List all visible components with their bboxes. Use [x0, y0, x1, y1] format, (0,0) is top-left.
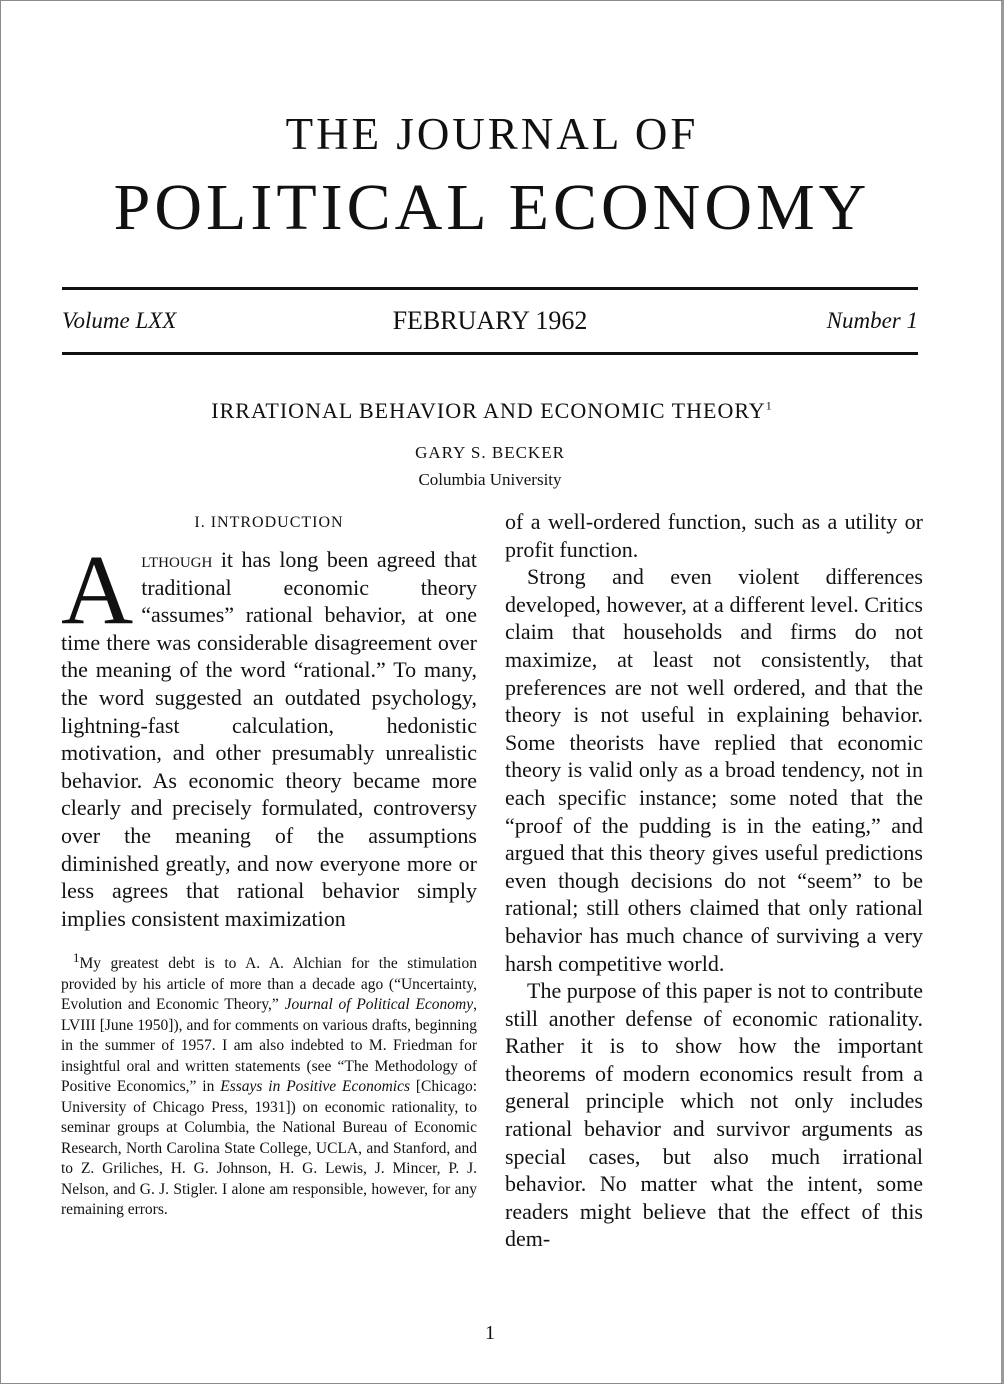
bottom-rule — [62, 352, 918, 355]
article-title-text: IRRATIONAL BEHAVIOR AND ECONOMIC THEORY — [211, 398, 766, 423]
lead-word: lthough — [141, 547, 213, 572]
author-name: GARY S. BECKER — [415, 443, 565, 462]
article-title — [0, 398, 984, 424]
intro-paragraph — [61, 534, 477, 932]
footnote-journal: Journal of Political Economy — [284, 996, 474, 1014]
page-number: 1 — [485, 1322, 495, 1344]
footnote — [61, 948, 477, 1221]
journal-title-line2: POLITICAL ECONOMY — [113, 171, 871, 244]
intro-text: it has long been agreed that traditional economic theory “assumes” rational behavior, at one time there was considerable disagreement over the meaning of the word “rational.” To many, the word suggested an outdated psychology, lightning-fast calculation, hedonistic motivation, and other presumably unrealistic behavior. As economic theory became more clearly and precisely formulated, controversy over the meaning of the assumptions diminished greatly, and now everyone more or less agrees that rational behavior simply implies consistent maximization — [61, 547, 477, 931]
footnote-ref: 1 — [765, 398, 773, 413]
left-column — [61, 512, 477, 1221]
journal-title-line1: THE JOURNAL OF — [285, 109, 699, 159]
paragraph-continued: of a well-ordered function, such as a utility or profit function. — [505, 509, 923, 562]
footnote-text-1: My greatest debt is to A. A. Alchian for the stimulation provided by his article of more than a decade ago (“Uncertainty, Evolution and Economic Theory,” — [61, 955, 477, 1014]
section-heading: I. INTRODUCTION — [194, 514, 344, 531]
volume-label: Volume LXX — [62, 308, 177, 333]
paragraph-2: Strong and even violent differences developed, however, at a different level. Critics claim that households and firms do not maximize, at least not consistently, that preferences are not well ordered, and that the theory is not useful in explaining behavior. Some theorists have replied that economic theory is valid only as a broad tendency, not in each specific instance; some noted that the “proof of the pudding is in the eating,” and argued that this theory gives useful predictions even though decisions do not “seem” to be rational; still others claimed that only rational behavior has much chance of surviving a very harsh competitive world. — [505, 564, 923, 976]
footnote-text-2: , LVIII [June 1950]), and for comments on various drafts, beginning in the summer of 1957. I am also indebted to M. Friedman for insightful oral and written statements (see “The Methodology of Positive Economics,” in — [61, 996, 477, 1096]
issue-number: Number 1 — [826, 308, 918, 333]
author-affiliation: Columbia University — [418, 470, 562, 489]
paragraph-3: The purpose of this paper is not to contribute still another defense of economic rationality. Rather it is to show how the important theorems of modern economics result from a general principle which not only includes rational behavior and survivor arguments as special cases, but also much irrational behavior. No matter what the intent, some readers might believe that the effect of this dem- — [505, 978, 923, 1252]
issue-info — [62, 306, 918, 340]
footnote-text-3: [Chicago: University of Chicago Press, 1931]) on economic rationality, to seminar groups at Columbia, the National Bureau of Economic Research, North Carolina State College, UCLA, and Stanford, and to Z. Griliches, H. G. Johnson, H. G. Lewis, J. Mincer, P. J. Nelson, and G. J. Stigler. I alone am responsible, however, for any remaining errors. — [61, 1078, 477, 1219]
footnote-book: Essays in Positive Economics — [220, 1078, 411, 1096]
issue-date: FEBRUARY 1962 — [392, 306, 588, 335]
right-column — [505, 508, 923, 1253]
top-rule — [62, 287, 918, 290]
footnote-marker: 1 — [73, 950, 80, 966]
drop-cap: A — [61, 534, 134, 645]
